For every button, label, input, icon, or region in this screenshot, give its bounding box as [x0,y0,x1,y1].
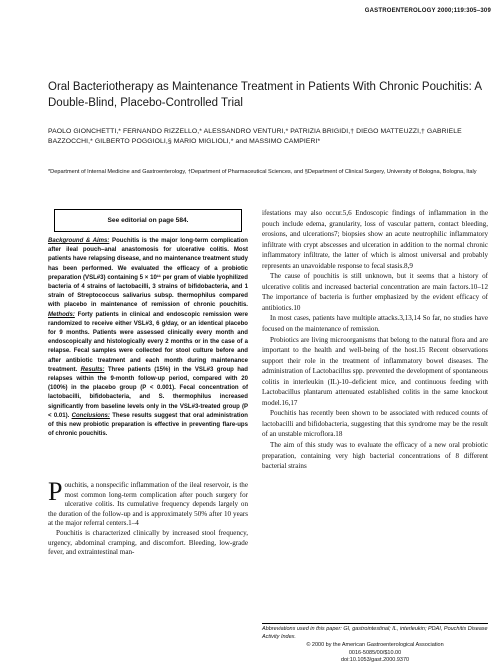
copyright-block [262,642,488,665]
footnote-rule [262,623,488,624]
body-paragraph-2: The cause of pouchitis is still unknown, but it seems that a history of ulcerative colitis and increased bacterial concentration are main factors.10–12 The importance of bacteria is further emphasized by the evident efficacy of antibiotics.10 [262,272,488,312]
copyright-line: © 2000 by the American Gastroenterological Association [306,642,444,648]
abstract-conclusions: These results suggest that oral administration of this new probiotic preparation is effective in preventing flare-ups of chronic pouchitis. [48,412,248,438]
body-paragraph-5: Pouchitis has recently been shown to be associated with reduced counts of lactobacilli and bifidobacteria, suggesting that this syndrome may be the result of an unstable microflora.18 [262,409,488,439]
editorial-note[interactable]: See editorial on page 584. [107,217,189,224]
author-list: PAOLO GIONCHETTI,* FERNANDO RIZZELLO,* ALESSANDRO VENTURI,* PATRIZIA BRIGIDI,† DIEGO MATTEUZZI,† GABRIELE BAZZOCCHI,* GILBERTO POGGIOLI,§ MARIO MIGLIOLI,* and MASSIMO CAMPIERI* [48,128,462,145]
body-right-column [262,208,488,472]
body-paragraph-6: The aim of this study was to evaluate the efficacy of a new oral probiotic preparation, containing very high bacterial concentrations of 8 different bacterial strains [262,441,488,471]
intro-paragraph-1 [48,477,248,529]
abstract-methods-label: Methods: [48,311,75,318]
body-paragraph-3: In most cases, patients have multiple attacks.3,13,14 So far, no studies have focused on the maintenance of remission. [262,314,488,334]
doi-line: doi:10.1053/gast.2000.9370 [340,657,410,664]
drop-cap: P [48,477,63,506]
abstract-background: Pouchitis is the major long-term complication after ileal pouch–anal anastomosis for ulcerative colitis. Most patients have relapsing disease, and no maintenance treatment study has been performed. We evaluated the efficacy of a probiotic preparation (VSL#3) containing 5 × 10¹¹ per gram of viable lyophilized bacteria of 4 strains of lactobacilli, 3 strains of bifidobacteria, and 1 strain of Streptococcus salivarius subsp. thermophilus compared with placebo in maintenance of remission of chronic pouchitis. [48,238,248,309]
abstract-background-label: Background & Aims: [48,238,110,244]
body-paragraph-4: Probiotics are living microorganisms that belong to the natural flora and are important to the health and well-being of the host.15 Recent observations support their role in the treatment of inflammatory bowel diseases. The administration of Lactobacillus spp. prevented the development of spontaneous colitis in interleukin (IL)-10–deficient mice, and continuous feeding with Lactobacillus plantarum attenuated established colitis in the same knockout model.16,17 [262,335,488,407]
issn-line: 0016-5085/00/$10.00 [348,649,402,656]
abstract [48,237,248,439]
abstract-results-label: Results: [80,366,105,373]
intro-paragraph-2: Pouchitis is characterized clinically by increased stool frequency, urgency, abdominal cramping, and discomfort. Bleeding, low-grade fever, and extraintestinal man- [48,528,248,557]
intro-paragraph-1-text: ouchitis, a nonspecific inflammation of the ileal reservoir, is the most common long-term complication after pouch surgery for ulcerative colitis. Its cumulative frequency depends largely on the duration of the follow-up and is approximately 50% after 10 years at the major referral centers.1–4 [48,481,248,528]
abstract-conclusions-label: Conclusions: [71,412,110,419]
body-paragraph-1: ifestations may also occur.5,6 Endoscopic findings of inflammation in the pouch include edema, granularity, loss of vascular pattern, contact bleeding, erosions, and ulcerations7; biopsies show an acute neutrophilic inflammatory infiltrate with crypt abscesses and ulceration in addition to the normal chronic inflammatory infiltrate, the latter of which is almost universal and probably represents an unavoidable response to fecal stasis.8,9 [262,209,488,270]
affiliations: *Department of Internal Medicine and Gastroenterology, †Department of Pharmaceutical Sciences, and §Department of Clinical Surgery, University of Bologna, Bologna, Italy [48,169,477,175]
editorial-box[interactable] [54,209,242,232]
introduction [48,477,248,558]
abstract-methods: Forty patients in clinical and endoscopic remission were randomized to receive either VSL#3, 6 g/day, or an identical placebo for 9 months. Patients were assessed clinically every month and endoscopically and histologically every 2 months or in the case of a relapse. Fecal samples were collected for stool culture before and after antibiotic treatment and each month during maintenance treatment. [48,311,248,373]
abbreviations-note: Abbreviations used in this paper: GI, gastrointestinal; IL, interleukin; PDAI, Pouchitis Disease Activity Index. [262,626,488,640]
journal-header: GASTROENTEROLOGY 2000;119:305–309 [364,8,491,14]
abstract-results: Three patients (15%) in the VSL#3 group had relapses within the 9-month follow-up period, compared with 20 (100%) in the placebo group (P < 0.001). Fecal concentration of lactobacilli, bifidobacteria, and S. thermophilus increased significantly from baseline levels only in the VSL#3-treated group (P < 0.01). [48,366,248,419]
article-title: Oral Bacteriotherapy as Maintenance Treatment in Patients With Chronic Pouchitis: A Double-Blind, Placebo-Controlled Trial [48,81,482,109]
